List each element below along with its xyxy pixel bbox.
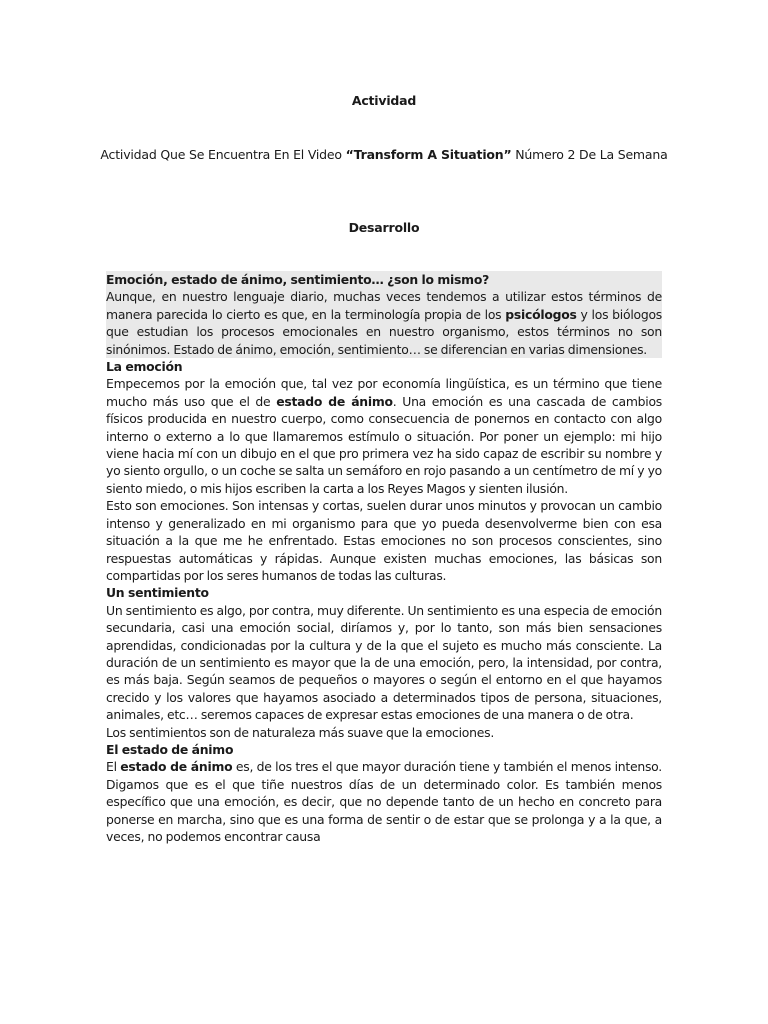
intro-paragraph <box>106 288 662 358</box>
sentimiento-heading: Un sentimiento <box>106 585 209 601</box>
estado-text-a: El <box>106 759 121 775</box>
emocion-paragraph-1 <box>106 375 662 497</box>
document-body <box>106 271 662 845</box>
emocion-text-b: . Una emoción es una cascada de cambios físicos producida en nuestro cuerpo, como consecuencia de ponernos en contacto con algo interno o externo a lo que llamaremos estímulo o situación. Por poner un ejemplo: mi hijo viene hacia mí con un dibujo en el que pro primera vez ha sido capaz de escribir su nombre y yo siento orgullo, o un coche se salta un semáforo en rojo pasando a un centímetro de mí y yo siento miedo, o mis hijos escriben la carta a los Reyes Magos y sienten ilusión. <box>106 393 662 496</box>
emocion-text-a: Empecemos por la emoción que, tal vez por economía lingüística, es un término que tiene mucho más uso que el de <box>106 376 662 409</box>
estado-heading: El estado de ánimo <box>106 741 234 757</box>
sentimiento-paragraph-2: Los sentimientos son de naturaleza más suave que la emociones. <box>106 724 495 740</box>
emocion-bold-term: estado de ánimo <box>276 393 393 409</box>
estado-bold-term: estado de ánimo <box>120 759 233 775</box>
subtitle-suffix: Número 2 De La Semana <box>511 147 668 162</box>
emocion-paragraph-2: Esto son emociones. Son intensas y cortas, suelen durar unos minutos y provocan un cambio intenso y generalizado en mi organismo para que yo pueda desenvolverme bien con esa situación a la que me he enfrentado. Estas emociones no son procesos conscientes, sino respuestas automáticas y rápidas. Aunque existen muchas emociones, las básicas son compartidas por los seres humanos de todas las culturas. <box>106 498 662 583</box>
subtitle-video-name: “Transform A Situation” <box>345 147 512 162</box>
document-title: Actividad <box>351 93 417 108</box>
subtitle-prefix: Actividad Que Se Encuentra En El Video <box>100 147 346 162</box>
emocion-heading: La emoción <box>106 359 183 375</box>
intro-bold-term: psicólogos <box>505 306 577 322</box>
intro-heading: Emoción, estado de ánimo, sentimiento… ¿son lo mismo? <box>106 272 490 287</box>
sentimiento-paragraph-1: Un sentimiento es algo, por contra, muy diferente. Un sentimiento es una especia de emoción secundaria, casi una emoción social, diríamos y, por lo tanto, son más bien sensaciones aprendidas, condicionadas por la cultura y de la que el sujeto es mucho más consciente. La duración de un sentimiento es mayor que la de una emoción, pero, la intensidad, por contra, es más baja. Según seamos de pequeños o mayores o según el entorno en el que hayamos crecido y los valores que hayamos asociado a determinados tipos de persona, situaciones, animales, etc… seremos capaces de expresar estas emociones de una manera o de otra. <box>106 602 662 723</box>
intro-text-b: y los biólogos que estudian los procesos emocionales en nuestro organismo, estos términos no son sinónimos. Estado de ánimo, emoción, sentimiento… se diferencian en varias dimensiones. <box>106 306 662 357</box>
estado-text-b: es, de los tres el que mayor duración tiene y también el menos intenso. Digamos que es el que tiñe nuestros días de un determinado color. Es también menos específico que una emoción, es decir, que no depende tanto de un hecho en concreto para ponerse en marcha, sino que es una forma de sentir o de estar que se prolonga y a la que, a veces, no podemos encontrar causa <box>106 759 662 844</box>
intro-text-a: Aunque, en nuestro lenguaje diario, muchas veces tendemos a utilizar estos términos de manera parecida lo cierto es que, en la terminología propia de los <box>106 289 662 322</box>
document-subtitle <box>100 146 668 164</box>
estado-paragraph-1 <box>106 758 662 845</box>
intro-block <box>106 271 662 358</box>
section-title: Desarrollo <box>348 220 420 235</box>
